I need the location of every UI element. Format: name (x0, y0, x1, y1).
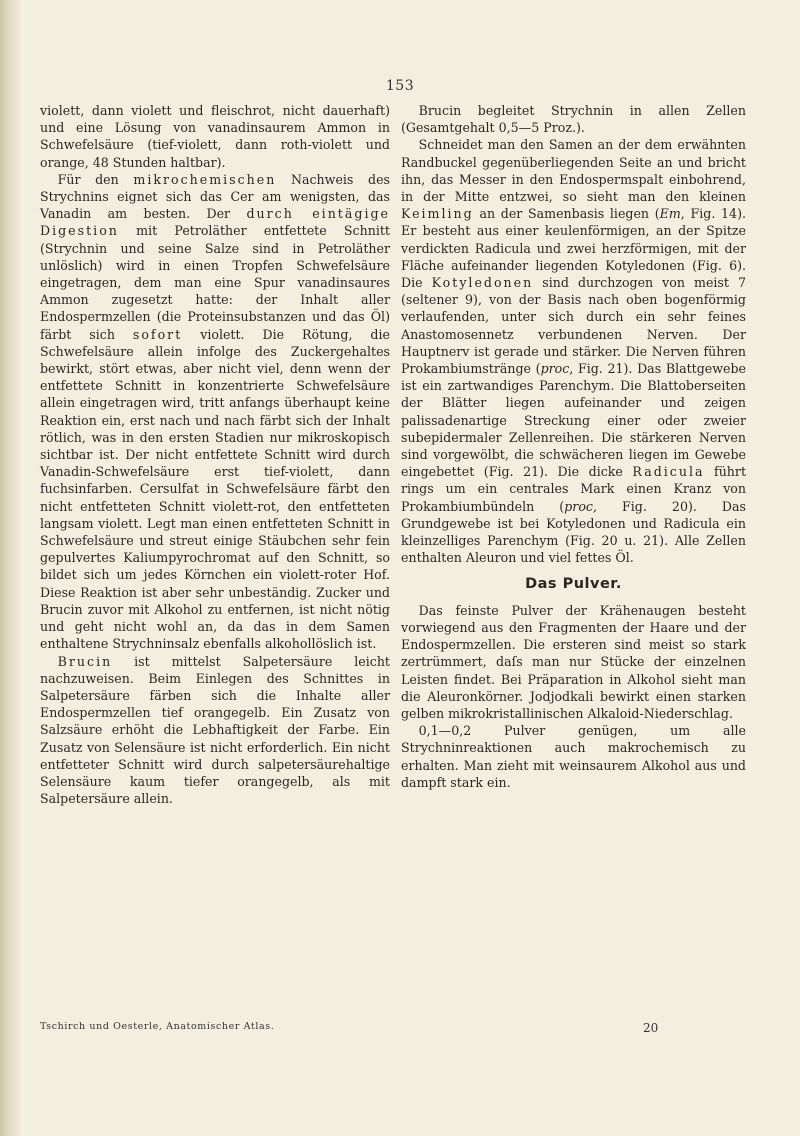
footer-sheet-number: 20 (643, 1021, 659, 1035)
figure-label: proc (564, 498, 593, 514)
paragraph: Das feinste Pulver der Krähenaugen besteht vorwiegend aus den Fragmenten der Haare und der Endospermzellen. Die ersteren sind meist so stark zertrümmert, daſs man nur Stücke der einzelnen Leisten findet. Bei Präparation in Alkohol sieht man die Aleuronkörner. Jodjodkali bewirkt einen starken gelben mikrokristallinischen Alkaloid-Niederschlag. (401, 602, 746, 721)
footer-citation: Tschirch und Oesterle, Anatomischer Atlas. (40, 1021, 275, 1032)
section-heading: Das Pulver. (525, 576, 622, 593)
paragraph: Für den mikrochemischen Nachweis des Strychnins eignet sich das Cer am wenigsten, das Vanadin am besten. Der durch eintägige Digestion mit Petroläther entfettete Schnitt (Strychnin und seine Salze sind in Petroläther unlöslich) wird in einen Tropfen Schwefelsäure eingetragen, dem man eine Spur vanadinsaures Ammon zugesetzt hatte: der Inhalt aller Endospermzellen (die Proteinsubstanzen und das Öl) färbt sich sofort violett. Die Rötung, die Schwefelsäure allein infolge des Zuckergehaltes bewirkt, stört etwas, aber nicht viel, denn wenn der entfettete Schnitt in konzentrierte Schwefelsäure allein eingetragen wird, tritt anfangs überhaupt keine Reaktion ein, erst nach und nach färbt sich der Inhalt rötlich, was in den ersten Stadien nur mikroskopisch sichtbar ist. Der nicht entfettete Schnitt wird durch Vanadin-Schwefelsäure erst tief-violett, dann fuchsinfarben. Cersulfat in Schwefelsäure färbt den nicht entfetteten Schnitt violett-rot, den entfetteten langsam violett. Legt man einen entfetteten Schnitt in Schwefelsäure und streut einige Stäubchen sehr fein gepulvertes Kaliumpyrochromat auf den Schnitt, so bildet sich um jedes Körnchen ein violett-roter Hof. Diese Reaktion ist aber sehr unbeständig. Zucker und Brucin zuvor mit Alkohol zu entfernen, ist nicht nötig und geht nicht wohl an, da das in dem Samen enthaltene Strychninsalz ebenfalls alkohollöslich ist. (40, 171, 390, 652)
emphasized-term: sofort (132, 326, 183, 342)
paragraph: Schneidet man den Samen an der dem erwähnten Randbuckel gegenüberliegenden Seite an und bricht ihn, das Messer in den Endospermspalt einbohrend, in der Mitte entzwei, so sieht man den kleinen Keimling an der Samenbasis liegen (Em, Fig. 14). Er besteht aus einer keulenförmigen, an der Spitze verdickten Radicula und zwei herzförmigen, mit der Fläche aufeinander liegenden Kotyledonen (Fig. 6). Die Kotyledonen sind durchzogen von meist 7 (seltener 9), von der Basis nach oben bogenförmig verlaufenden, unter sich durch ein sehr feines Anastomosennetz verbundenen Nerven. Der Hauptnerv ist gerade und stärker. Die Nerven führen Prokambiumstränge (proc, Fig. 21). Das Blattgewebe ist ein zartwandiges Parenchym. Die Blattoberseiten der Blätter liegen aufeinander und zeigen palissadenartige Streckung einer oder zweier subepidermaler Zellenreihen. Die stärkeren Nerven sind vorgewölbt, die schwächeren liegen im Gewebe eingebettet (Fig. 21). Die dicke Radicula führt rings um ein centrales Mark einen Kranz von Prokambiumbündeln (proc, Fig. 20). Das Grundgewebe ist bei Kotyledonen und Radicula ein kleinzelliges Parenchym (Fig. 20 u. 21). Alle Zellen enthalten Aleuron und viel fettes Öl. (401, 137, 747, 566)
emphasized-term: Radicula (632, 464, 705, 480)
left-column (40, 102, 390, 807)
figure-label: Em (659, 206, 681, 222)
paragraph: 0,1—0,2 Pulver genügen, um alle Strychninreaktionen auch makrochemisch zu erhalten. Man zieht mit weinsaurem Alkohol aus und dampft stark ein. (401, 723, 746, 790)
paragraph: violett, dann violett und fleischrot, nicht dauerhaft) und eine Lösung von vanadinsaurem Ammon in Schwefelsäure (tief-violett, dann roth-violett und orange, 48 Stunden haltbar). (40, 103, 390, 170)
emphasized-term: Kotyledonen (431, 275, 534, 291)
emphasized-term: Keimling (401, 206, 474, 222)
emphasized-term: mikrochemischen (133, 171, 277, 187)
right-column (401, 102, 746, 791)
page-edge-shadow (0, 0, 20, 1136)
paragraph: Brucin begleitet Strychnin in allen Zellen (Gesamtgehalt 0,5—5 Proz.). (401, 103, 746, 136)
emphasized-term: durch eintägige Digestion (40, 206, 390, 239)
emphasized-term: Brucin (57, 653, 113, 669)
figure-label: proc (540, 361, 570, 377)
paragraph: Brucin ist mittelst Salpetersäure leicht nachzuweisen. Beim Einlegen des Schnittes in Salpetersäure färben sich die Inhalte aller Endospermzellen tief orangegelb. Ein Zusatz von Salzsäure erhöht die Lebhaftigkeit der Farbe. Ein Zusatz von Selensäure ist nicht erforderlich. Ein nicht entfetteter Schnitt wird durch salpetersäurehaltige Selensäure kaum tiefer orangegelb, als mit Salpetersäure allein. (40, 653, 390, 807)
page-number: 153 (385, 78, 415, 94)
